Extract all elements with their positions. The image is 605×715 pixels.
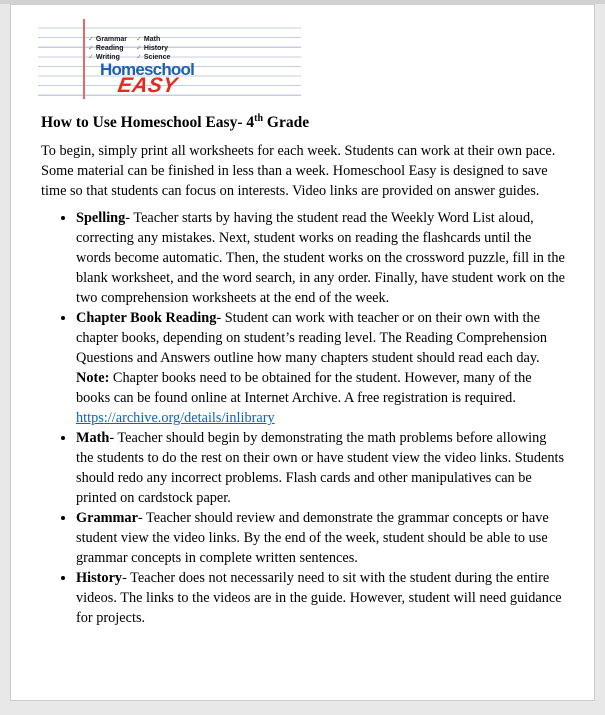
check-icon: ✓ [136, 54, 142, 61]
check-icon: ✓ [88, 54, 94, 61]
archive-link[interactable]: https://archive.org/details/inlibrary [76, 410, 275, 427]
list-item-grammar [76, 508, 567, 568]
check-icon: ✓ [136, 36, 142, 43]
check-icon: ✓ [88, 45, 94, 52]
logo-wordmark-homeschool: Homeschool [100, 60, 195, 79]
list-item-history [76, 568, 567, 628]
note-label: Note: [76, 370, 110, 387]
checklist-item [136, 44, 170, 53]
intro-paragraph: To begin, simply print all worksheets for each week. Students can work at their own pace. Some material can be finished in less than a week. Homeschool Easy is designed to save time so that students can focus on interests. Video links are provided on answer guides. [41, 143, 556, 200]
bullet-text: - Teacher does not necessarily need to sit with the student during the entire videos. The links to the videos are in the guide. However, student will need guidance for projects. [76, 570, 562, 627]
bullet-label: Grammar [76, 510, 138, 527]
checklist-item [136, 35, 170, 44]
note-text: Chapter books need to be obtained for the student. However, many of the books can be found online at Internet Archive. A free registration is required. [76, 370, 532, 407]
notebook-margin-line [83, 19, 85, 99]
logo-wordmark-easy: EASY [115, 74, 180, 97]
bullet-text: - Teacher should review and demonstrate the grammar concepts or have student view the video links. By the end of the week, student should be able to use grammar concepts in complete written sentences. [76, 510, 549, 567]
page-title-text: How to Use Homeschool Easy- 4 [41, 114, 255, 132]
checklist-label: Reading [95, 45, 124, 52]
instructions-list [41, 208, 567, 628]
checklist-label: Math [143, 36, 161, 43]
subject-checklist-column-1 [88, 35, 127, 62]
checklist-label: History [143, 45, 169, 52]
bullet-label: Math [76, 430, 110, 447]
subject-checklist-column-2 [136, 35, 170, 62]
bullet-text: - Student can work with teacher or on their own with the chapter books, depending on student’s reading level. The Reading Comprehension Questions and Answers outline how many chapters student should read each day. [76, 310, 548, 367]
check-icon: ✓ [136, 45, 142, 52]
page-title-superscript: th [254, 113, 264, 124]
page-title [41, 108, 565, 133]
subject-checklist [88, 35, 170, 62]
bullet-link-line [76, 408, 567, 428]
list-item-spelling [76, 208, 567, 308]
page-title-suffix: Grade [263, 114, 310, 132]
homeschool-easy-logo [38, 19, 301, 99]
checklist-item [88, 44, 127, 53]
bullet-label: Chapter Book Reading [76, 310, 217, 327]
list-item-math [76, 428, 567, 508]
document-page [10, 4, 595, 701]
bullet-note [76, 368, 567, 408]
checklist-label: Grammar [95, 36, 128, 43]
bullet-label: Spelling [76, 210, 126, 227]
checklist-item [88, 35, 127, 44]
bullet-text: - Teacher starts by having the student read the Weekly Word List aloud, correcting any mistakes. Next, student works on reading the flashcards until the words become automatic. Then, the student works on the crossword puzzle, fill in the blank worksheet, and the word search, in any order. Finally, have student work on the two comprehension worksheets at the end of the week. [76, 210, 566, 307]
bullet-main-text [76, 308, 567, 368]
checklist-label: Science [143, 54, 171, 61]
bullet-label: History [76, 570, 123, 587]
bullet-text: - Teacher should begin by demonstrating the math problems before allowing the students to do the rest on their own or have student view the video links. Students should redo any incorrect problems. Flash cards and other manipulatives can be printed on cardstock paper. [76, 430, 565, 507]
checklist-label: Writing [95, 54, 120, 61]
list-item-chapter-book-reading [76, 308, 567, 428]
check-icon: ✓ [88, 36, 94, 43]
